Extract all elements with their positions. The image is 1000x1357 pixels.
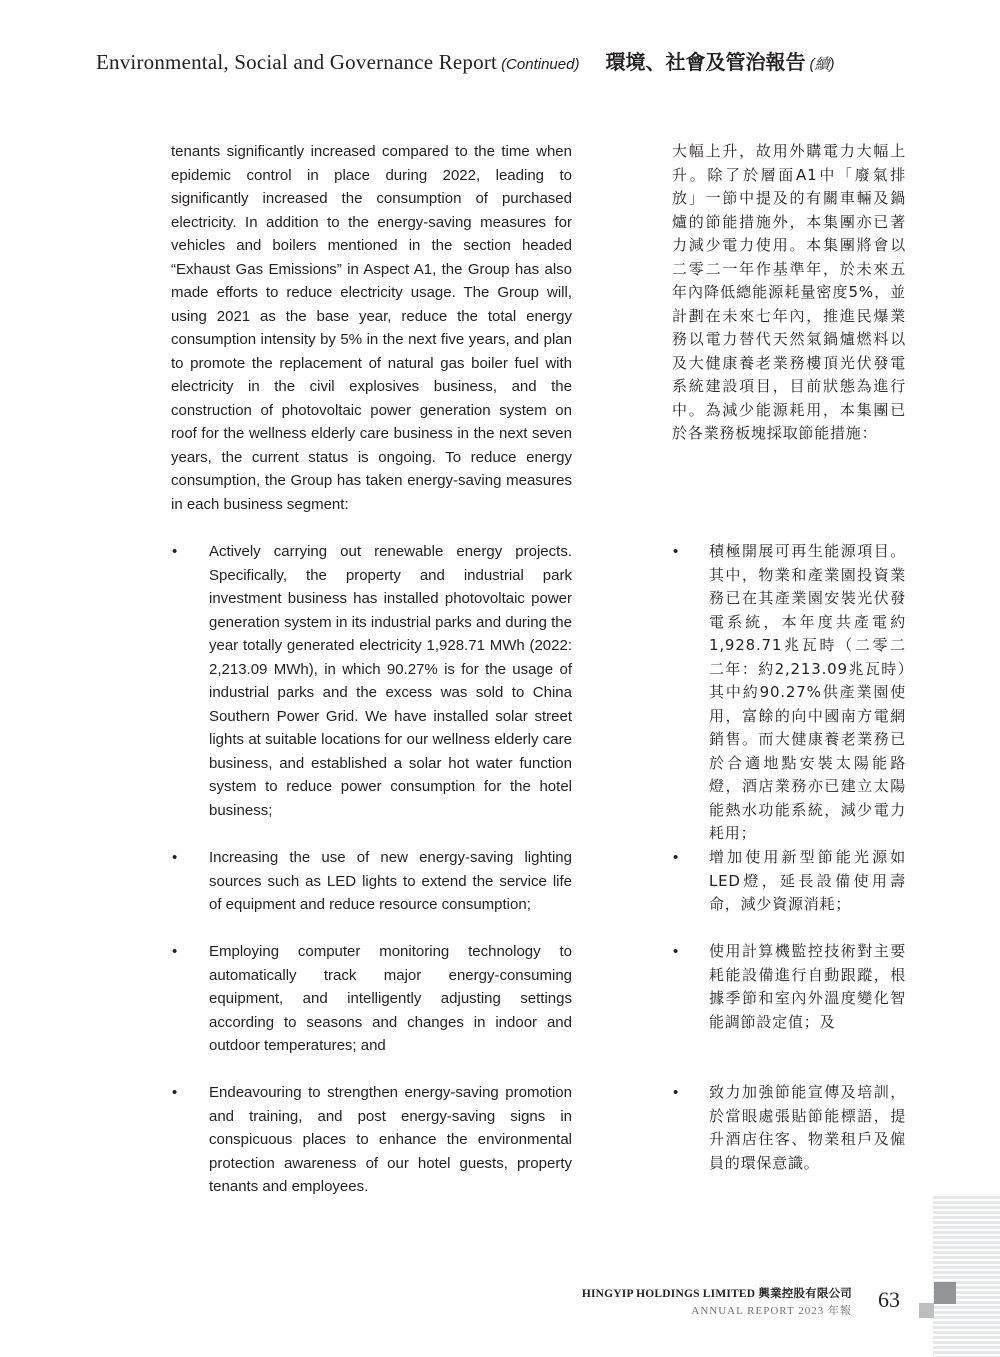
page-header <box>96 46 900 76</box>
bullet-marker: • <box>673 1084 679 1101</box>
bullet-marker: • <box>673 943 679 960</box>
bullet-4-zh: 致力加強節能宣傳及培訓，於當眼處張貼節能標語，提升酒店住客、物業租戶及僱員的環保意識。 <box>709 1083 906 1172</box>
bullet-1-zh: 積極開展可再生能源項目。其中，物業和產業園投資業務已在其產業園安裝光伏發電系統，本年度共產電約1,928.71兆瓦時（二零二二年：約2,213.09兆瓦時）其中約90.27%供產業園使用，富餘的向中國南方電網銷售。而大健康養老業務已於合適地點安裝太陽能路燈，酒店業務亦已建立太陽能熱水功能系統，減少電力耗用； <box>709 542 906 842</box>
header-continued-en: (Continued) <box>501 56 580 73</box>
bullet-1-en: Actively carrying out renewable energy projects. Specifically, the property and industrial park investment business has installed photovoltaic power generation system in its industrial parks and during the year totally generated electricity 1,928.71 MWh (2022: 2,213.09 MWh), in which 90.27% is for the usage of industrial parks and the excess was sold to China Southern Power Grid. We have installed solar street lights at suitable locations for our wellness elderly care business, and established a solar hot water function system to reduce power consumption for the hotel business; <box>209 543 572 819</box>
bullet-4-en: Endeavouring to strengthen energy-saving promotion and training, and post energy-saving signs in conspicuous places to enhance the environmental protection awareness of our hotel guests, property tenants and employees. <box>209 1084 572 1195</box>
bullet-marker: • <box>172 543 178 560</box>
bullet-marker: • <box>673 849 679 866</box>
decorative-square <box>934 1282 956 1304</box>
bullet-marker: • <box>172 1084 178 1101</box>
decorative-stripes <box>933 1196 1000 1357</box>
bullet-marker: • <box>172 849 178 866</box>
bullet-marker: • <box>172 943 178 960</box>
decorative-square-small <box>919 1303 934 1318</box>
intro-paragraph-zh: 大幅上升，故用外購電力大幅上升。除了於層面A1中「廢氣排放」一節中提及的有關車輛及鍋爐的節能措施外，本集團亦已著力減少電力使用。本集團將會以二零二一年作基準年，於未來五年內降低總能源耗量密度5%，並計劃在未來七年內，推進民爆業務以電力替代天然氣鍋爐燃料以及大健康養老業務樓頂光伏發電系統建設項目，目前狀態為進行中。為減少能源耗用，本集團已於各業務板塊採取節能措施： <box>672 142 906 442</box>
bullet-3-en: Employing computer monitoring technology to automatically track major energy-consuming equipment, and intelligently adjusting settings according to seasons and changes in indoor and outdoor temperatures; and <box>209 943 572 1054</box>
bullet-marker: • <box>673 543 679 560</box>
header-title-zh: 環境、社會及管治報告 <box>605 50 806 74</box>
bullet-3-zh: 使用計算機監控技術對主要耗能設備進行自動跟蹤，根據季節和室內外溫度變化智能調節設定值；及 <box>709 942 906 1031</box>
bullet-2-en: Increasing the use of new energy-saving lighting sources such as LED lights to extend the service life of equipment and reduce resource consumption; <box>209 849 572 913</box>
bullet-2-zh: 增加使用新型節能光源如LED燈，延長設備使用壽命，減少資源消耗； <box>709 848 906 913</box>
header-title-en: Environmental, Social and Governance Report <box>96 50 498 74</box>
header-continued-zh: (續) <box>809 56 835 73</box>
footer-company-name: HINGYIP HOLDINGS LIMITED 興業控股有限公司 <box>581 1288 852 1300</box>
footer-report-title: ANNUAL REPORT 2023 年報 <box>691 1305 852 1317</box>
page-number: 63 <box>878 1287 900 1312</box>
page-footer <box>582 1285 852 1318</box>
intro-paragraph-en: tenants significantly increased compared to the time when epidemic control in place during 2022, leading to significantly increased the consumption of purchased electricity. In addition to the energy-saving measures for vehicles and boilers mentioned in the section headed “Exhaust Gas Emissions” in Aspect A1, the Group has also made efforts to reduce electricity usage. The Group will, using 2021 as the base year, reduce the total energy consumption intensity by 5% in the next five years, and plan to promote the replacement of natural gas boiler fuel with electricity in the civil explosives business, and the construction of photovoltaic power generation system on roof for the wellness elderly care business in the next seven years, the current status is ongoing. To reduce energy consumption, the Group has taken energy-saving measures in each business segment: <box>171 143 572 513</box>
